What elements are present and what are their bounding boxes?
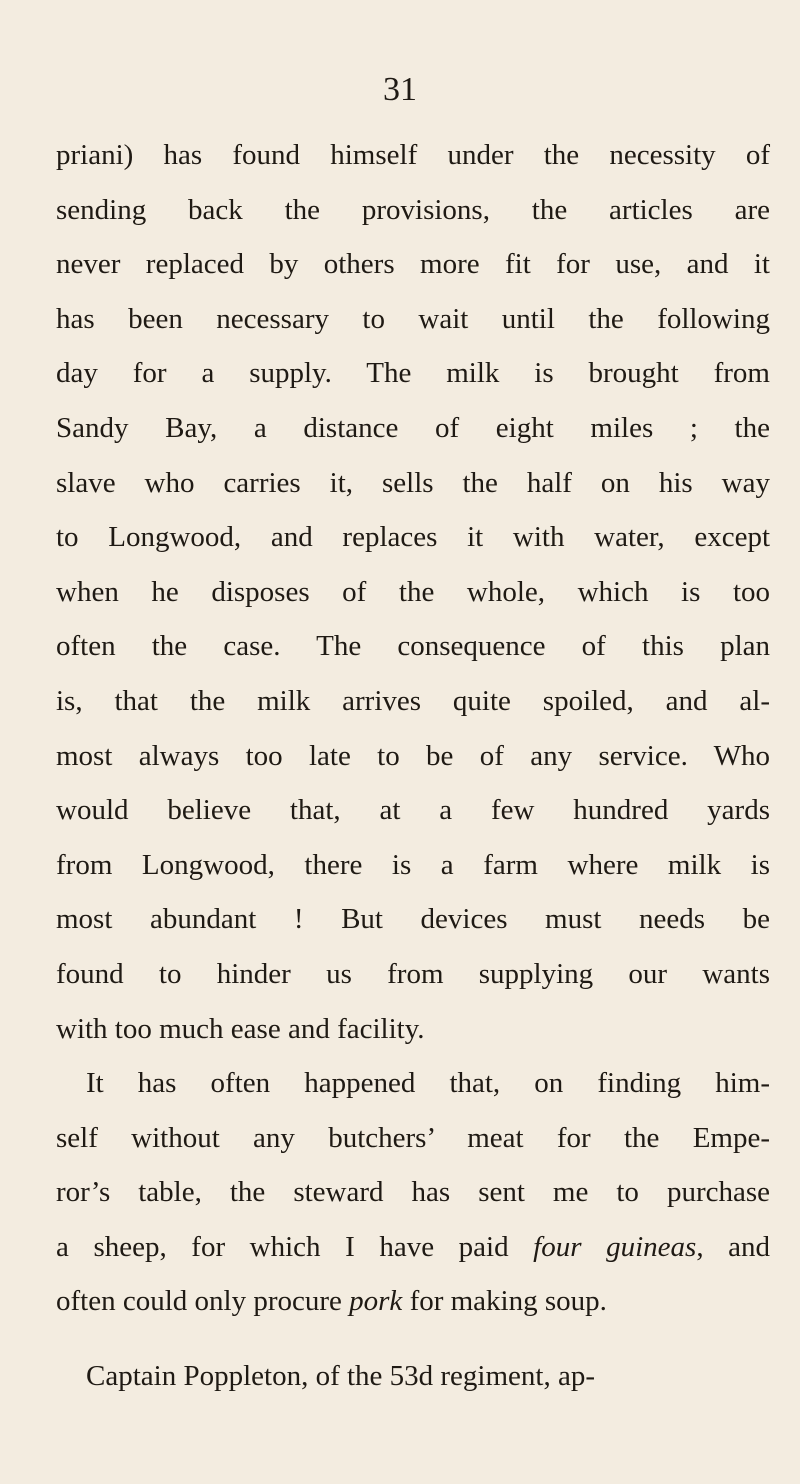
text-line-1: priani) has found himself under the necessity of	[56, 139, 770, 171]
text-line-3: never replaced by others more fit for use, and it	[56, 248, 770, 281]
text-line-2: sending back the provisions, the articles are	[56, 193, 770, 226]
text-line-21-end: , and	[696, 1230, 771, 1263]
page-number: 31	[383, 71, 417, 108]
text-line-18: It has often happened that, on finding him-	[86, 1067, 770, 1100]
text-line-7: slave who carries it, sells the half on his way	[56, 466, 770, 499]
body-text	[56, 128, 770, 1404]
text-line-6: Sandy Bay, a distance of eight miles ; the	[56, 411, 770, 444]
italic-four-guineas: four guineas	[533, 1230, 697, 1263]
text-line-16: found to hinder us from supplying our wants	[56, 957, 770, 990]
text-line-9: when he disposes of the whole, which is too	[56, 575, 770, 608]
text-line-11: is, that the milk arrives quite spoiled, and al-	[56, 684, 770, 717]
text-line-14: from Longwood, there is a farm where milk is	[56, 848, 770, 881]
text-line-4: has been necessary to wait until the following	[56, 302, 770, 335]
text-line-10: often the case. The consequence of this plan	[56, 630, 770, 663]
text-line-13: would believe that, at a few hundred yards	[56, 794, 770, 827]
text-line-22-end: for making soup.	[402, 1285, 607, 1318]
text-line-20: ror’s table, the steward has sent me to purchase	[56, 1176, 770, 1209]
text-line-22	[56, 1274, 770, 1329]
text-line-19: self without any butchers’ meat for the Empe-	[56, 1121, 770, 1154]
text-line-21	[56, 1220, 770, 1275]
text-line-8: to Longwood, and replaces it with water, except	[56, 521, 770, 554]
italic-pork: pork	[349, 1285, 403, 1318]
text-line-17: with too much ease and facility.	[56, 1012, 425, 1045]
text-line-21-start: a sheep, for which I have paid	[56, 1230, 534, 1263]
text-line-23: Captain Poppleton, of the 53d regiment, ap-	[86, 1360, 596, 1393]
text-line-5: day for a supply. The milk is brought from	[56, 357, 770, 390]
text-line-15: most abundant ! But devices must needs be	[56, 903, 770, 936]
text-line-12: most always too late to be of any service. Who	[56, 739, 770, 772]
text-line-22-start: often could only procure	[56, 1285, 350, 1318]
